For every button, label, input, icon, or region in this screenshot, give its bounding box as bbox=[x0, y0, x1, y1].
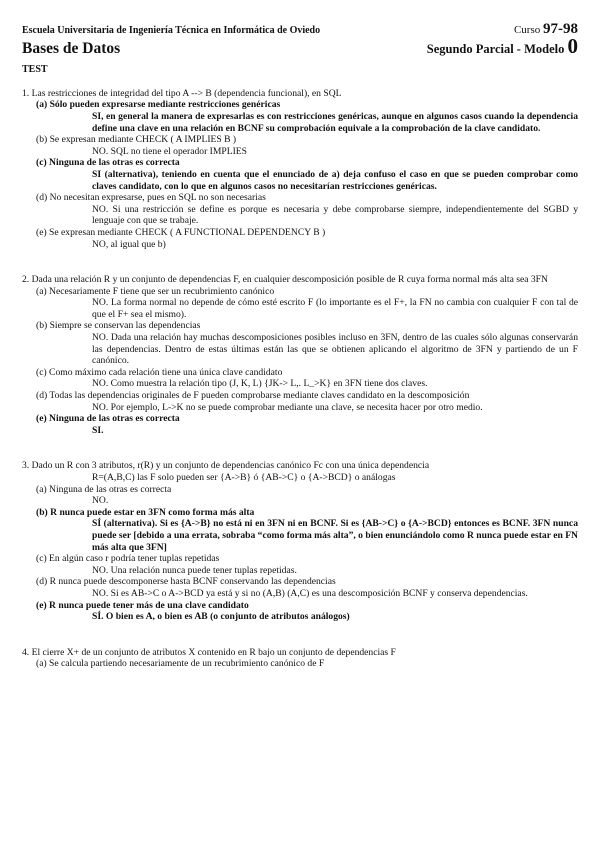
subject-title: Bases de Datos bbox=[22, 39, 121, 57]
answer-e: NO, al igual que b) bbox=[92, 238, 166, 250]
option-c: (c) Ninguna de las otras es correcta bbox=[36, 157, 180, 169]
option-a: (a) Necesariamente F tiene que ser un recubrimiento canónico bbox=[36, 285, 275, 297]
question-text: 3. Dado un R con 3 atributos, r(R) y un conjunto de dependencias canónico Fc con una única dependencia bbox=[22, 460, 430, 472]
answer-c: NO. Una relación nunca puede tener tuplas repetidas. bbox=[92, 564, 297, 576]
answer-a: NO. bbox=[92, 495, 109, 507]
answer-b: NO. SQL no tiene el operador IMPLIES bbox=[92, 145, 247, 157]
exam-model: Segundo Parcial - Modelo 0 bbox=[426, 33, 578, 58]
option-b: (b) R nunca puede estar en 3FN como forma más alta bbox=[36, 506, 255, 518]
question-text: 1. Las restricciones de integridad del tipo A --> B (dependencia funcional), en SQL bbox=[22, 87, 342, 99]
question-subtext: R=(A,B,C) las F solo pueden ser {A->B} ó {AB->C} o {A->BCD} o análogas bbox=[92, 472, 396, 483]
question-text: 2. Dada una relación R y un conjunto de dependencias F, en cualquier descomposición posible de R cuya forma normal más alta sea 3FN bbox=[22, 274, 548, 286]
option-c: (c) Como máximo cada relación tiene una única clave candidato bbox=[36, 366, 283, 378]
option-e: (e) Ninguna de las otras es correcta bbox=[36, 413, 180, 425]
option-b: (b) Siempre se conservan las dependencias bbox=[36, 320, 201, 332]
section-title: TEST bbox=[22, 64, 48, 76]
option-e: (e) Se expresan mediante CHECK ( A FUNCTIONAL DEPENDENCY B ) bbox=[36, 226, 326, 238]
answer-d: NO. Por ejemplo, L->K no se puede comprobar mediante una clave, se necesita hacer por otro medio. bbox=[92, 401, 483, 413]
option-e: (e) R nunca puede tener más de una clave candidato bbox=[36, 599, 249, 611]
school-name: Escuela Universitaria de Ingeniería Técnica en Informática de Oviedo bbox=[22, 25, 321, 36]
option-d: (d) R nunca puede descomponerse hasta BCNF conservando las dependencias bbox=[36, 576, 336, 588]
question-1 bbox=[22, 88, 578, 250]
answer-a: NO. La forma normal no depende de cómo esté escrito F (lo importante es el F+, la FN no cambia con cualquier F con tal de que el F+ sea el mismo). bbox=[92, 297, 578, 320]
answer-b: NO. Dada una relación hay muchas descomposiciones posibles incluso en 3FN, dentro de las cuales sólo algunas conservarán las dependencias. Dentro de estas últimas están las que se obtienen aplicando el algoritmo de 3FN y partiendo de un F canónico. bbox=[92, 332, 578, 367]
question-text: 4. El cierre X+ de un conjunto de atributos X contenido en R bajo un conjunto de dependencias F bbox=[22, 646, 396, 658]
question-2 bbox=[22, 274, 578, 436]
answer-c: SI (alternativa), teniendo en cuenta que el enunciado de a) deja confuso el caso en que se pueden comprobar como claves candidato, con lo que en algunos casos no necesitarían restricciones genéricas. bbox=[92, 168, 578, 192]
answer-c: NO. Como muestra la relación tipo (J, K, L) {JK-> L,. L_>K} en 3FN tiene dos claves. bbox=[92, 378, 428, 390]
option-d: (d) No necesitan expresarse, pues en SQL no son necesarias bbox=[36, 192, 266, 204]
answer-e: SÍ. O bien es A, o bien es AB (o conjunto de atributos análogos) bbox=[92, 611, 350, 623]
exam-page bbox=[22, 21, 578, 670]
option-a: (a) Sólo pueden expresarse mediante restricciones genéricas bbox=[36, 99, 281, 111]
header-top-row bbox=[22, 21, 578, 37]
answer-e: SI. bbox=[92, 424, 104, 436]
question-3 bbox=[22, 460, 578, 622]
course-year: Curso 97-98 bbox=[513, 21, 578, 37]
option-c: (c) En algún caso r podría tener tuplas repetidas bbox=[36, 553, 220, 565]
option-a: (a) Se calcula partiendo necesariamente de un recubrimiento canónico de F bbox=[36, 658, 325, 670]
option-d: (d) Todas las dependencias originales de F pueden comprobarse mediante claves candidato en la descomposición bbox=[36, 390, 470, 402]
header-bottom-row bbox=[22, 33, 578, 58]
answer-b: SÍ (alternativa). Si es {A->B} no está ni en 3FN ni en BCNF. Si es {AB->C} o {A->BCD} entonces es BCNF. 3FN nunca puede ser [debido a una errata, sobraba “como forma más alta”, o bien enunciándolo como R nunca puede estar en FN más alta que 3FN] bbox=[92, 518, 578, 553]
option-a: (a) Ninguna de las otras es correcta bbox=[36, 483, 172, 495]
answer-a: SI, en general la manera de expresarlas es con restricciones genéricas, aunque en algunos casos cuando la dependencia define una clave en una relación en BCNF su comprobación equivale a la comprobación de la clave candidato. bbox=[92, 110, 578, 134]
answer-d: NO. Si una restricción se define es porque es necesaria y debe comprobarse siempre, independientemente del SGBD y lenguaje con que se trabaje. bbox=[92, 203, 578, 227]
question-4 bbox=[22, 647, 578, 670]
spacer bbox=[22, 250, 578, 274]
answer-d: NO. Si es AB->C o A->BCD ya está y si no (A,B) (A,C) es una descomposición BCNF y conserva dependencias. bbox=[92, 587, 528, 599]
option-b: (b) Se expresan mediante CHECK ( A IMPLIES B ) bbox=[36, 134, 237, 146]
